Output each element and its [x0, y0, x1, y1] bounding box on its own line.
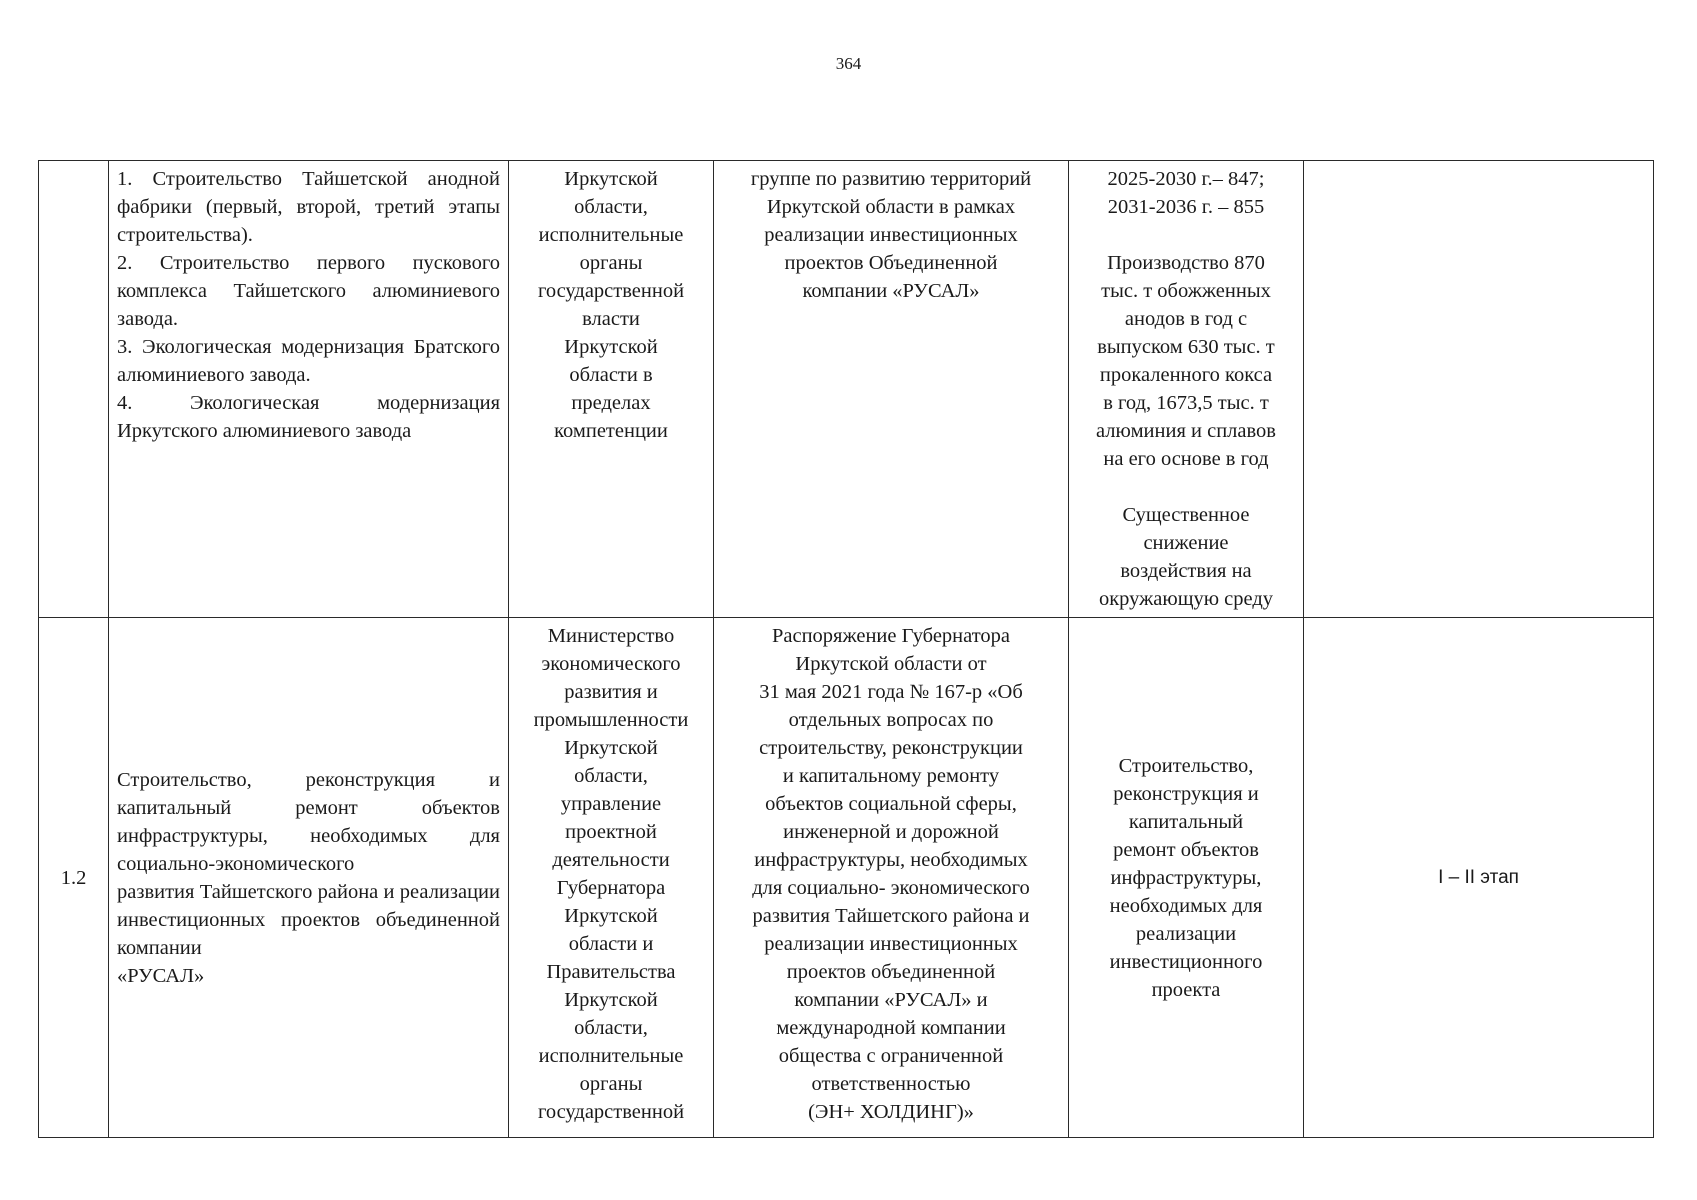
- result-line: снижение: [1143, 532, 1229, 554]
- result-line: Производство 870: [1107, 252, 1265, 274]
- executor-line: области,: [574, 765, 648, 787]
- basis-line: Иркутской области от: [795, 653, 987, 675]
- result-line: воздействия на: [1120, 560, 1252, 582]
- basis-cell: [714, 161, 1069, 618]
- event-item: 1. Строительство Тайшетской анодной фабрики (первый, второй, третий этапы строительства).: [117, 168, 500, 246]
- basis-cell: [714, 618, 1069, 1138]
- basis-line: компании «РУСАЛ»: [802, 280, 980, 302]
- program-table: [38, 160, 1654, 1138]
- result-line: в год, 1673,5 тыс. т: [1103, 392, 1269, 414]
- executor-line: области,: [574, 196, 648, 218]
- result-line: инвестиционного: [1109, 950, 1263, 973]
- executor-line: исполнительные: [538, 1045, 684, 1067]
- event-cell: [109, 161, 509, 618]
- executor-line: Иркутской: [564, 737, 658, 759]
- basis-line: (ЭН+ ХОЛДИНГ)»: [808, 1101, 974, 1123]
- basis-line: инфраструктуры, необходимых: [754, 849, 1028, 871]
- executor-line: Иркутской: [564, 168, 658, 190]
- page-number: 364: [835, 54, 862, 73]
- result-line: реализации: [1135, 922, 1237, 945]
- executor-line: экономического: [541, 653, 681, 675]
- basis-line: для социально- экономического: [752, 877, 1030, 899]
- executor-line: Иркутской: [564, 989, 658, 1011]
- stage-text: I – II этап: [1438, 867, 1519, 888]
- basis-line: строительству, реконструкции: [759, 737, 1023, 759]
- result-cell: [1069, 161, 1304, 618]
- executor-line: проектной: [565, 821, 657, 843]
- result-line: алюминия и сплавов: [1096, 420, 1276, 442]
- result-line: выпуском 630 тыс. т: [1097, 336, 1275, 358]
- result-line: ремонт объектов: [1113, 838, 1259, 861]
- table-row: [39, 161, 1654, 618]
- executor-line: Министерство: [547, 625, 675, 647]
- basis-line: группе по развитию территорий: [750, 168, 1032, 190]
- executor-line: государственной: [537, 1101, 685, 1123]
- result-line: 2025-2030 г.– 847;: [1107, 168, 1265, 190]
- event-cell: [109, 618, 509, 1138]
- result-line: необходимых для: [1109, 894, 1263, 917]
- event-item: 3. Экологическая модернизация Братского алюминиевого завода.: [117, 336, 500, 386]
- basis-line: 31 мая 2021 года № 167-р «Об: [759, 681, 1023, 703]
- basis-line: компании «РУСАЛ» и: [794, 989, 988, 1011]
- result-line: Строительство,: [1118, 754, 1254, 777]
- event-item: 4. Экологическая модернизация Иркутского алюминиевого завода: [117, 392, 500, 442]
- basis-line: развития Тайшетского района и: [752, 905, 1030, 927]
- executor-line: органы: [579, 252, 643, 274]
- basis-line: реализации инвестиционных: [764, 933, 1018, 955]
- executor-line: Иркутской: [564, 905, 658, 927]
- executor-line: области и: [568, 933, 654, 955]
- event-item: 2. Строительство первого пускового комплекса Тайшетского алюминиевого завода.: [117, 252, 500, 330]
- basis-line: и капитальному ремонту: [782, 765, 1000, 787]
- executor-line: компетенции: [554, 420, 668, 442]
- event-text: социально-экономического: [117, 852, 355, 875]
- basis-line: Иркутской области в рамках: [766, 196, 1016, 218]
- result-line: Существенное: [1122, 504, 1250, 526]
- result-line: окружающую среду: [1098, 588, 1274, 610]
- executor-line: промышленности: [533, 709, 689, 731]
- basis-line: проектов объединенной: [786, 961, 996, 983]
- result-line: прокаленного кокса: [1099, 364, 1273, 386]
- basis-line: инженерной и дорожной: [783, 821, 999, 843]
- table-row: [39, 618, 1654, 1138]
- result-line: тыс. т обожженных: [1101, 280, 1271, 302]
- result-line: на его основе в год: [1103, 448, 1269, 470]
- row-number: 1.2: [60, 866, 87, 889]
- basis-line: международной компании: [776, 1017, 1006, 1039]
- executor-line: исполнительные: [538, 224, 684, 246]
- basis-line: ответственностью: [811, 1073, 971, 1095]
- executor-line: Иркутской: [564, 336, 658, 358]
- executor-line: государственной: [537, 280, 685, 302]
- basis-line: реализации инвестиционных: [764, 224, 1018, 246]
- executor-cell: [509, 618, 714, 1138]
- basis-line: объектов социальной сферы,: [765, 793, 1017, 815]
- basis-line: проектов Объединенной: [784, 252, 998, 274]
- executor-line: пределах: [571, 392, 651, 414]
- result-cell: [1069, 618, 1304, 1138]
- executor-line: управление: [560, 793, 662, 815]
- executor-cell: [509, 161, 714, 618]
- result-line: 2031-2036 г. – 855: [1107, 196, 1265, 218]
- result-line: инфраструктуры,: [1110, 866, 1262, 889]
- event-text: развития Тайшетского района и реализации инвестиционных проектов объединенной компании: [117, 880, 500, 959]
- executor-line: власти: [582, 308, 640, 330]
- executor-line: Правительства: [546, 961, 676, 983]
- row-number-cell: [39, 618, 109, 1138]
- executor-line: области в: [569, 364, 653, 386]
- result-line: капитальный: [1128, 810, 1244, 833]
- basis-line: общества с ограниченной: [778, 1045, 1004, 1067]
- stage-cell: [1304, 618, 1654, 1138]
- basis-line: отдельных вопросах по: [788, 709, 994, 731]
- result-line: реконструкция и: [1113, 782, 1259, 805]
- event-text: Строительство, реконструкция и капитальный ремонт объектов инфраструктуры, необходимых для: [117, 768, 500, 847]
- executor-line: органы: [579, 1073, 643, 1095]
- stage-cell: [1304, 161, 1654, 618]
- executor-line: Губернатора: [556, 877, 666, 899]
- executor-line: деятельности: [552, 849, 670, 871]
- row-number-cell: [39, 161, 109, 618]
- event-text: «РУСАЛ»: [117, 964, 205, 987]
- result-line: анодов в год с: [1124, 308, 1248, 330]
- executor-line: области,: [574, 1017, 648, 1039]
- result-line: проекта: [1151, 978, 1221, 1001]
- basis-line: Распоряжение Губернатора: [771, 625, 1011, 647]
- executor-line: развития и: [564, 681, 658, 703]
